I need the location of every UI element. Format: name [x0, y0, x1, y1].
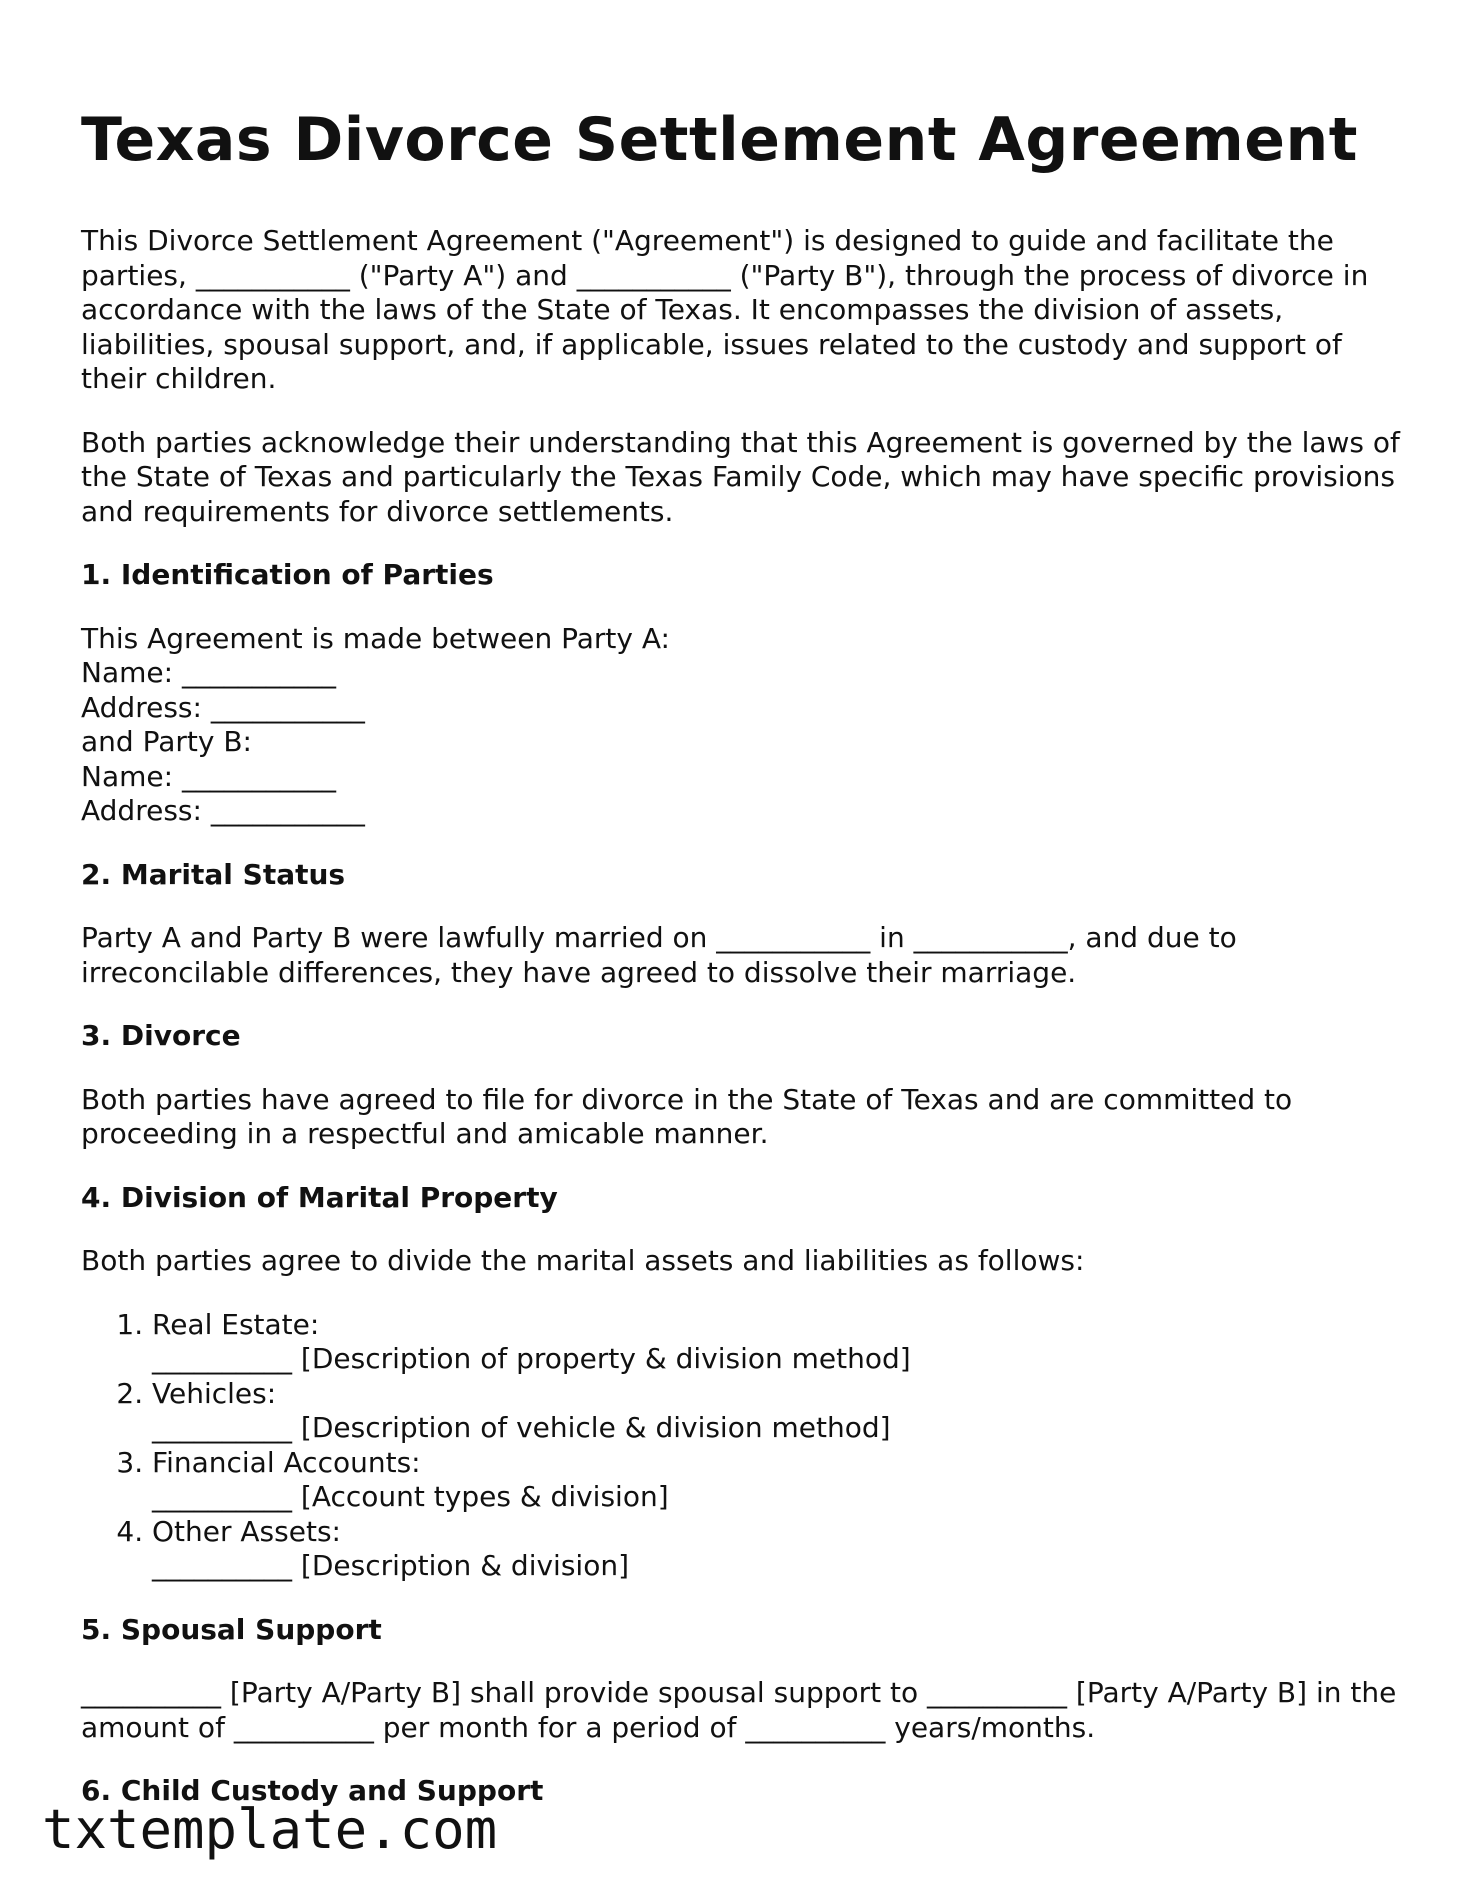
list-item-detail: __________ [Description of vehicle & division method] — [152, 1411, 891, 1444]
property-paragraph: Both parties agree to divide the marital assets and liabilities as follows: — [81, 1244, 1085, 1277]
list-item-detail: __________ [Description & division] — [152, 1549, 629, 1582]
list-item — [152, 1515, 1401, 1584]
party-b-name-line: Name: ___________ — [81, 759, 336, 793]
identification-line: and Party B: — [81, 725, 252, 758]
watermark: txtemplate.com — [42, 1798, 498, 1861]
property-list — [81, 1308, 1401, 1584]
list-item-label: Vehicles: — [152, 1376, 277, 1410]
section-heading-identification: 1. Identification of Parties — [81, 558, 494, 591]
divorce-paragraph: Both parties have agreed to file for divorce in the State of Texas and are committed to proceeding in a respectful and amicable manner. — [81, 1082, 1293, 1150]
list-item-detail: __________ [Account types & division] — [152, 1480, 669, 1513]
party-a-name-line: Name: ___________ — [81, 656, 336, 689]
list-item — [152, 1308, 1401, 1377]
identification-block — [81, 622, 1401, 829]
list-item-label: Other Assets: — [152, 1514, 341, 1548]
section-heading-divorce: 3. Divorce — [81, 1019, 241, 1052]
marital-status-paragraph: Party A and Party B were lawfully married on ___________ in ___________, and due to irreconcilable differences, they have agreed to dissolve their marriage. — [81, 921, 1237, 989]
list-item — [152, 1377, 1401, 1446]
document-title: Texas Divorce Settlement Agreement — [81, 105, 1358, 175]
list-item-label: Financial Accounts: — [152, 1445, 421, 1479]
governing-law-paragraph: Both parties acknowledge their understanding that this Agreement is governed by the laws of the State of Texas and particularly the Texas Family Code, which may have specific provisions and requirements for divorce settlements. — [81, 425, 1400, 528]
party-b-address-line: Address: ___________ — [81, 794, 365, 827]
section-heading-spousal-support: 5. Spousal Support — [81, 1612, 382, 1646]
document-page — [81, 100, 1401, 1838]
list-item-label: Real Estate: — [152, 1307, 320, 1341]
intro-paragraph: This Divorce Settlement Agreement ("Agreement") is designed to guide and facilitate the parties, ___________ ("Party A") and ___________ ("Party B"), through the process of divorce in accordance with the laws of the State of Texas. It encompasses the division of assets, liabilities, spousal support, and, if applicable, issues related to the custody and support of their children. — [81, 224, 1369, 395]
list-item-detail: __________ [Description of property & division method] — [152, 1342, 911, 1375]
list-item — [152, 1446, 1401, 1515]
section-heading-property: 4. Division of Marital Property — [81, 1180, 558, 1214]
section-heading-marital-status: 2. Marital Status — [81, 857, 346, 891]
spousal-support-paragraph: __________ [Party A/Party B] shall provide spousal support to __________ [Party A/Party B] in the amount of __________ per month for a period of __________ years/months. — [81, 1676, 1397, 1744]
identification-line: This Agreement is made between Party A: — [81, 621, 670, 655]
party-a-address-line: Address: ___________ — [81, 690, 365, 724]
section-heading-child-custody: 6. Child Custody and Support — [81, 1774, 544, 1807]
